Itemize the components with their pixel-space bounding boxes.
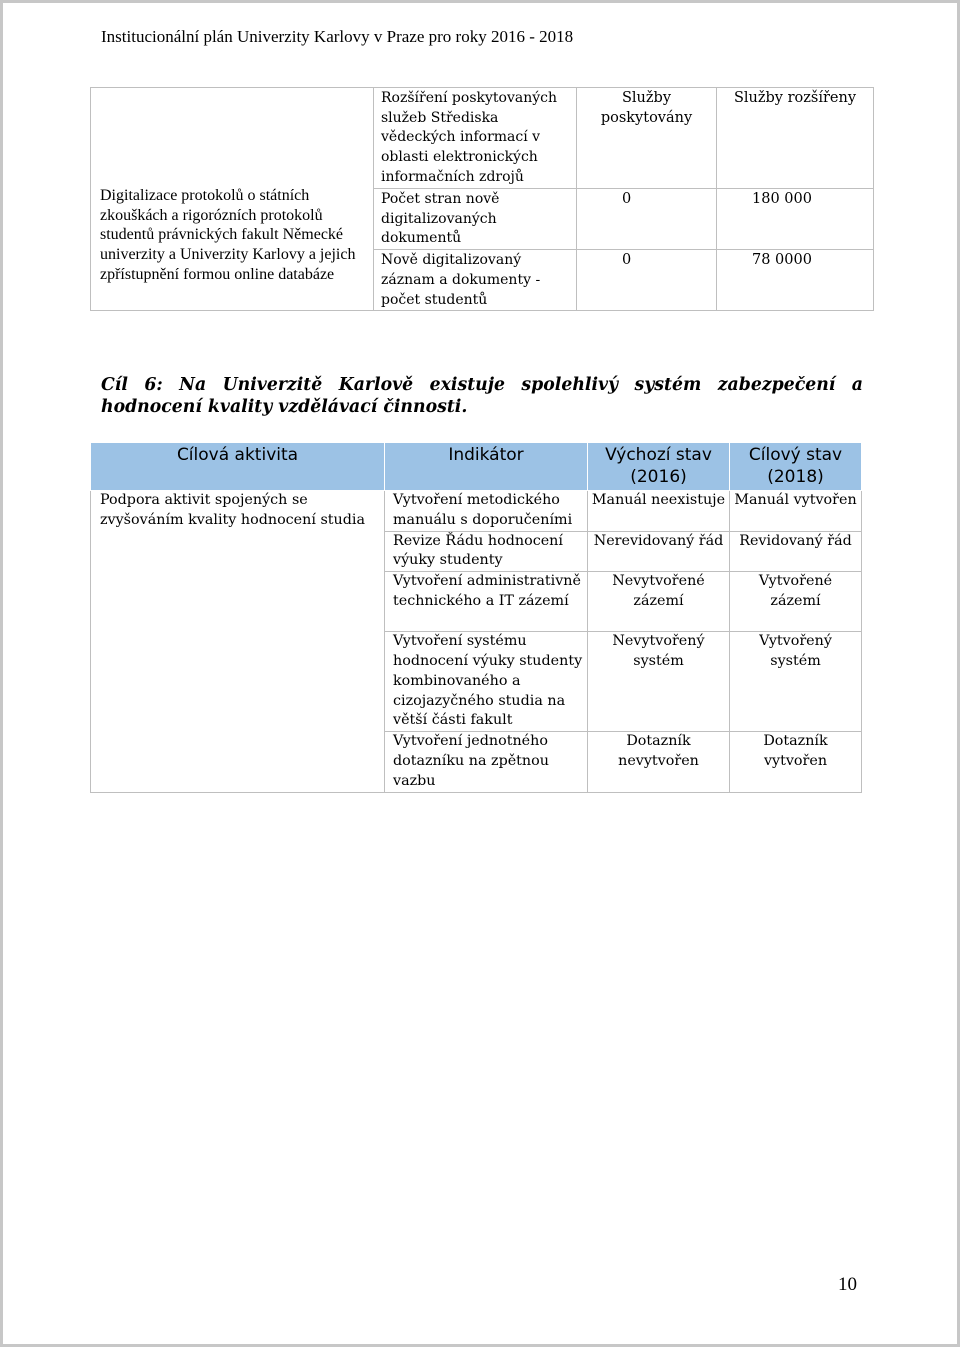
indicator-cell: Vytvoření jednotného dotazníku na zpětnou vazbu <box>385 732 588 792</box>
document-header: Institucionální plán Univerzity Karlovy v Praze pro roky 2016 - 2018 <box>101 27 574 46</box>
activity-cell: Podpora aktivit spojených se zvyšováním kvality hodnocení studia <box>91 491 385 793</box>
start-state-cell: Nevytvořený systém <box>588 632 730 732</box>
start-state-cell: Manuál neexistuje <box>588 491 730 532</box>
start-state-cell: Dotazník nevytvořen <box>588 732 730 792</box>
column-header-target: Cílový stav (2018) <box>730 443 862 491</box>
column-header-indicator: Indikátor <box>385 443 588 491</box>
indicator-cell: Rozšíření poskytovaných služeb Střediska vědeckých informací v oblasti elektronických informačních zdrojů <box>374 88 577 189</box>
target-state-cell: Vytvořené zázemí <box>730 572 862 632</box>
target-state-cell: Služby rozšířeny <box>717 88 874 189</box>
start-state-cell: 0 <box>577 189 717 250</box>
target-state-cell: Vytvořený systém <box>730 632 862 732</box>
start-state-cell: Nevytvořené zázemí <box>588 572 730 632</box>
indicator-cell: Nově digitalizovaný záznam a dokumenty - počet studentů <box>374 250 577 311</box>
table-row <box>91 88 874 189</box>
column-header-activity: Cílová aktivita <box>91 443 385 491</box>
target-state-cell: 78 0000 <box>717 250 874 311</box>
indicator-cell: Počet stran nově digitalizovaných dokumentů <box>374 189 577 250</box>
services-table <box>90 87 874 311</box>
indicator-cell: Vytvoření metodického manuálu s doporučeními <box>385 491 588 532</box>
column-header-start: Výchozí stav (2016) <box>588 443 730 491</box>
indicator-cell: Vytvoření systému hodnocení výuky studenty kombinovaného a cizojazyčného studia na větší části fakult <box>385 632 588 732</box>
goal-heading: Cíl 6: Na Univerzitě Karlově existuje spolehlivý systém zabezpečení a hodnocení kvality vzdělávací činnosti. <box>101 375 863 417</box>
header-row <box>91 443 862 491</box>
target-state-cell: Manuál vytvořen <box>730 491 862 532</box>
start-state-cell: 0 <box>577 250 717 311</box>
indicator-cell: Revize Řádu hodnocení výuky studenty <box>385 531 588 572</box>
start-state-cell: Nerevidovaný řád <box>588 531 730 572</box>
target-state-cell: Revidovaný řád <box>730 531 862 572</box>
target-state-cell: Dotazník vytvořen <box>730 732 862 792</box>
start-state-cell: Služby poskytovány <box>577 88 717 189</box>
goal-cell: Digitalizace protokolů o státních zkouškách a rigorózních protokolů studentů právnických fakult Německé univerzity a Univerzity Karlovy a jejich zpřístupnění formou online databáze <box>91 88 374 311</box>
quality-table <box>90 442 862 793</box>
table-row <box>91 491 862 532</box>
page-number: 10 <box>838 1274 857 1295</box>
indicator-cell: Vytvoření administrativně technického a IT zázemí <box>385 572 588 632</box>
target-state-cell: 180 000 <box>717 189 874 250</box>
